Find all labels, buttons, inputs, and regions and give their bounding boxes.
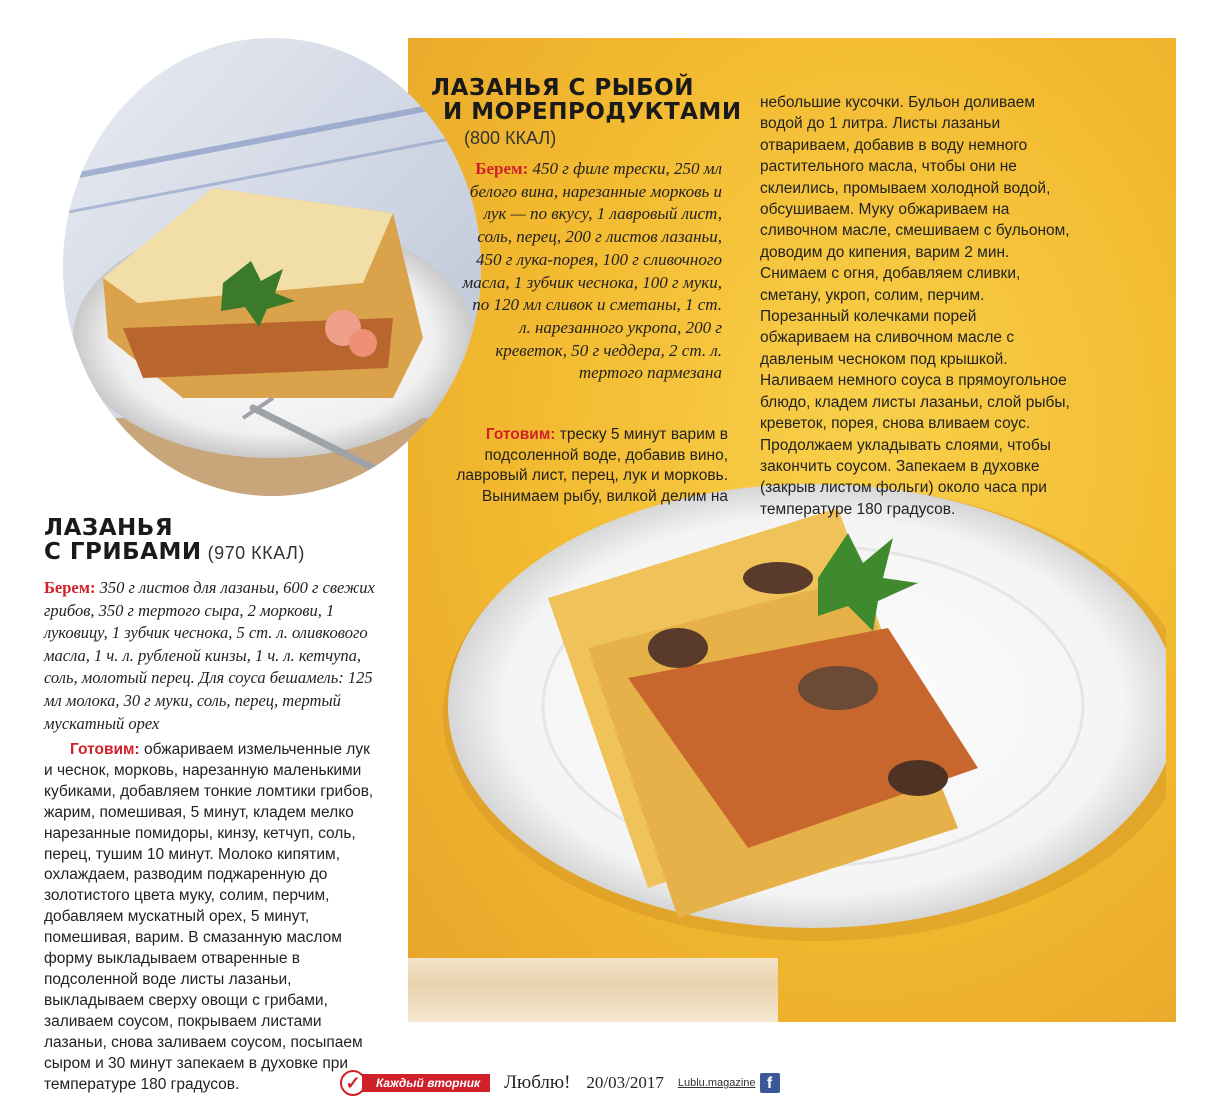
- magazine-name: Люблю!: [504, 1072, 571, 1093]
- fish-steps-lead: Готовим:: [485, 426, 556, 443]
- fish-title-line1: ЛАЗАНЬЯ С РЫБОЙ: [431, 75, 694, 101]
- seafood-lasagna-photo: [63, 38, 481, 496]
- checkmark-icon: ✓: [340, 1070, 366, 1096]
- issue-date: 20/03/2017: [586, 1073, 664, 1092]
- fish-recipe-title: [431, 76, 761, 124]
- mushroom-title-line2: С ГРИБАМИ: [44, 539, 202, 566]
- mushroom-title-line1: ЛАЗАНЬЯ: [44, 515, 174, 541]
- page-footer: [340, 1068, 830, 1098]
- mushroom-lasagna-photo-circle: [63, 38, 481, 496]
- wood-table-strip: [408, 958, 778, 1022]
- mushroom-recipe-title: [44, 516, 305, 564]
- mushroom-steps: [44, 740, 376, 1095]
- magazine-site-link[interactable]: Lublu.magazine: [677, 1077, 756, 1089]
- fish-steps-part1: [430, 425, 728, 507]
- mushroom-ingredients: [44, 577, 382, 735]
- fish-ingredients-lead: Берем:: [475, 159, 529, 178]
- mushroom-steps-text: обжариваем измельченные лук и чеснок, морковь, нарезанную маленькими кубиками, добавляем тонкие ломтики грибов, жарим, помешивая, 5 минут, кладем мелко нарезанные помидоры, кинзу, кетчуп, соль, перец, тушим 10 минут. Молоко кипятим, охлаждаем, разводим поджаренную до золотистого цвета муку, солим, перчим, добавляем мускатный орех, 5 минут, помешивая, варим. В смазанную маслом форму выкладываем отваренные в подсоленной воде листы лазаньи, выкладываем сверху овощи с грибами, заливаем соусом, покрываем листами лазаньи, снова заливаем соусом, посыпаем сыром и 30 минут запекаем в духовке при температуре 180 градусов.: [44, 741, 374, 1093]
- fish-ingredients-text: 450 г филе трески, 250 мл белого вина, нарезанные морковь и лук — по вкусу, 1 лавровый лист, соль, перец, 200 г листов лазаньи, 450 г лука-порея, 100 г сливочного масла, 1 зубчик чеснока, 100 г муки, по 120 мл сливок и сметаны, 1 ст. л. нарезанного укропа, 200 г креветок, 50 г чеддера, 2 ст. л. тертого пармезана: [462, 159, 722, 383]
- mushroom-ingredients-lead: Берем:: [44, 578, 96, 597]
- fish-steps-text1: треску 5 минут варим в подсоленной воде, добавив вино, лавровый лист, перец, лук и морковь. Вынимаем рыбу, вилкой делим на: [456, 426, 728, 505]
- mushroom-recipe-kcal: (970 ККАЛ): [207, 543, 305, 564]
- facebook-icon[interactable]: f: [760, 1073, 780, 1093]
- weekly-ribbon: Каждый вторник: [362, 1074, 490, 1092]
- fish-recipe-kcal: (800 ККАЛ): [464, 128, 557, 148]
- fish-steps-part2: небольшие кусочки. Бульон доливаем водой до 1 литра. Листы лазаньи отваривaем, добавив в воду немного растительного масла, чтобы они не склеились, промываем холодной водой, обсушиваем. Муку обжариваем на сливочном масле, смешиваем с бульоном, доводим до кипения, варим 2 мин. Снимаем с огня, добавляем сливки, сметану, укроп, солим, перчим. Порезанный колечками порей обжариваем на сливочном масле с давленым чесноком под крышкой. Наливаем немного соуса в прямоугольное блюдо, кладем листы лазаньи, слой рыбы, креветок, порея, снова вливаем соус. Продолжаем укладывать слоями, чтобы закончить соусом. Запекаем в духовке (закрыв листом фольги) около часа при температуре 180 градусов.: [760, 94, 1070, 518]
- fish-ingredients: [460, 158, 722, 385]
- mushroom-ingredients-text: 350 г листов для лазаньи, 600 г свежих грибов, 350 г тертого сыра, 2 моркови, 1 луковицу, 1 зубчик чеснока, 5 ст. л. оливкового масла, 1 ч. л. рубленой кинзы, 1 ч. л. кетчупа, соль, молотый перец. Для соуса бешамель: 125 мл молока, 30 г муки, соль, перец, тертый мускатный орех: [44, 578, 375, 733]
- mushroom-steps-lead: Готовим:: [70, 741, 140, 758]
- fish-title-line2: И МОРЕПРОДУКТАМИ: [443, 99, 742, 126]
- mushroom-lasagna-plate-photo: [418, 468, 1166, 943]
